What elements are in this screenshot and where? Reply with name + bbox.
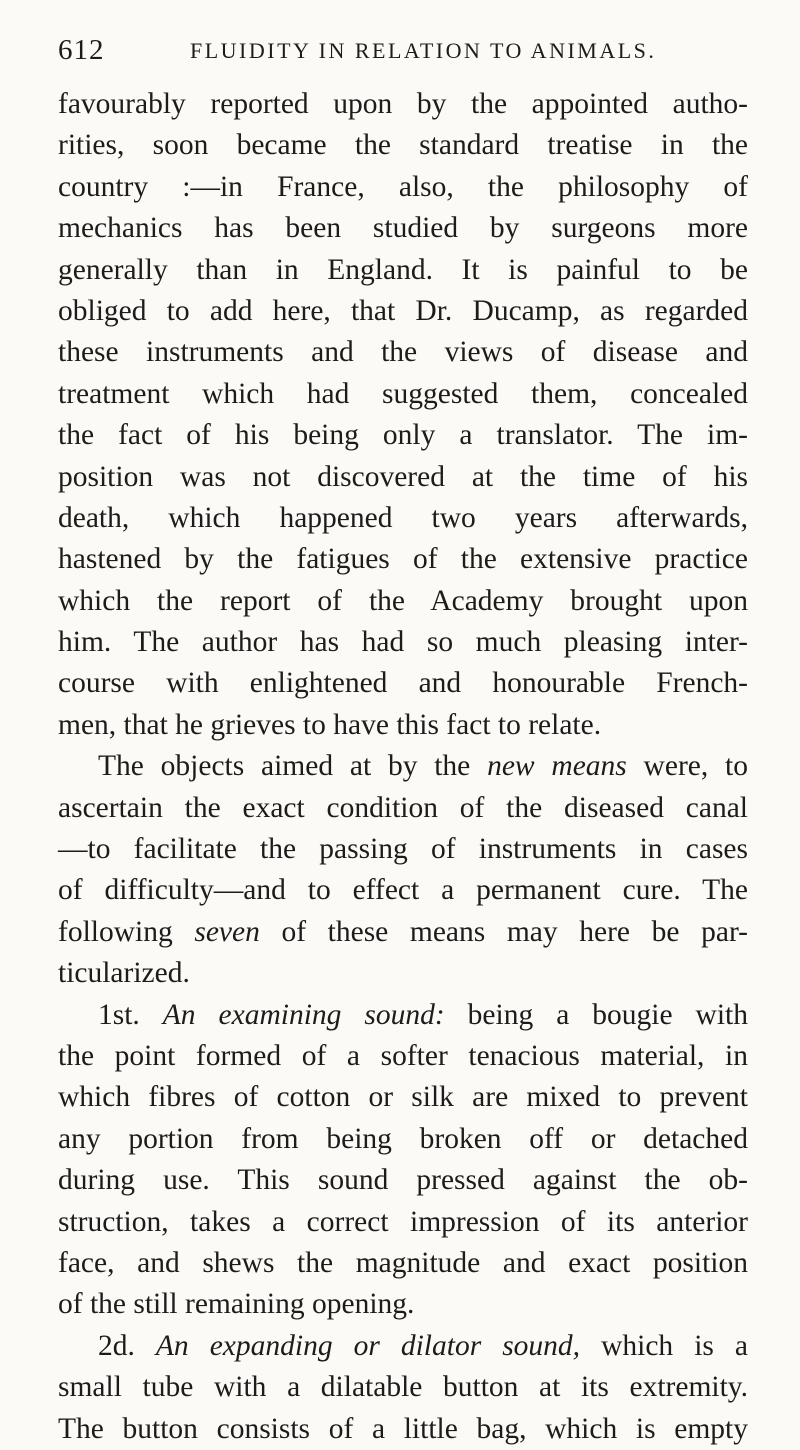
text-line: face, and shews the magnitude and exact position (58, 1246, 748, 1279)
text-line: mechanics has been studied by surgeons more (58, 212, 748, 245)
italic-phrase: An examining sound: (162, 998, 445, 1031)
text-line: hastened by the fatigues of the extensive practice (58, 543, 748, 576)
text-line: ticularized. (58, 957, 190, 990)
text-line: during use. This sound pressed against the ob- (58, 1164, 748, 1197)
text-line: favourably reported upon by the appointed autho- (58, 88, 748, 120)
text-line: men, that he grieves to have this fact to relate. (58, 708, 602, 741)
italic-phrase: An expanding or dilator sound, (155, 1329, 581, 1362)
text-line: the fact of his being only a translator. The im- (58, 419, 748, 452)
text-segment: being a bougie with (444, 998, 748, 1031)
text-line: which the report of the Academy brought upon (58, 584, 748, 617)
text-segment: 1st. (98, 998, 163, 1031)
body-text (58, 84, 748, 1450)
page-number: 612 (58, 34, 105, 66)
text-line: course with enlightened and honourable French- (58, 667, 748, 700)
text-line: death, which happened two years afterwards, (58, 501, 748, 534)
text-line: of the still remaining opening. (58, 1288, 415, 1321)
text-line: rities, soon became the standard treatise in the (58, 129, 748, 162)
text-segment: The objects aimed at by the (98, 750, 488, 783)
text-line (58, 1326, 748, 1367)
text-line: these instruments and the views of disease and (58, 336, 748, 369)
text-line: obliged to add here, that Dr. Ducamp, as regarded (58, 294, 748, 327)
text-line: which fibres of cotton or silk are mixed to prevent (58, 1081, 748, 1114)
text-segment: 2d. (98, 1329, 156, 1362)
text-line (58, 912, 748, 953)
text-line: small tube with a dilatable button at its extremity. (58, 1371, 748, 1404)
text-line: ascertain the exact condition of the diseased canal (58, 791, 748, 824)
running-title: FLUIDITY IN RELATION TO ANIMALS. (190, 38, 657, 63)
text-line: generally than in England. It is painful to be (58, 253, 748, 286)
italic-phrase: new means (487, 750, 627, 783)
text-segment: following (58, 915, 195, 948)
text-line (58, 746, 748, 787)
text-line: treatment which had suggested them, concealed (58, 377, 748, 410)
text-segment: were, to (626, 750, 748, 783)
text-segment: of these means may here be par- (259, 915, 748, 948)
text-segment: which is a (580, 1329, 748, 1362)
text-line: position was not discovered at the time of his (58, 460, 748, 493)
page-header (58, 34, 741, 74)
text-line: country :—in France, also, the philosophy of (58, 170, 748, 203)
italic-phrase: seven (194, 915, 260, 948)
text-line: —to facilitate the passing of instruments in cases (58, 833, 748, 866)
text-line: of difficulty—and to effect a permanent cure. The (58, 874, 748, 907)
text-line: the point formed of a softer tenacious material, in (58, 1039, 748, 1072)
text-line: The button consists of a little bag, which is empty (58, 1412, 748, 1445)
text-line: struction, takes a correct impression of its anterior (58, 1205, 748, 1238)
text-line: any portion from being broken off or detached (58, 1122, 748, 1155)
text-line: him. The author has had so much pleasing inter- (58, 626, 748, 659)
text-line (58, 995, 748, 1036)
